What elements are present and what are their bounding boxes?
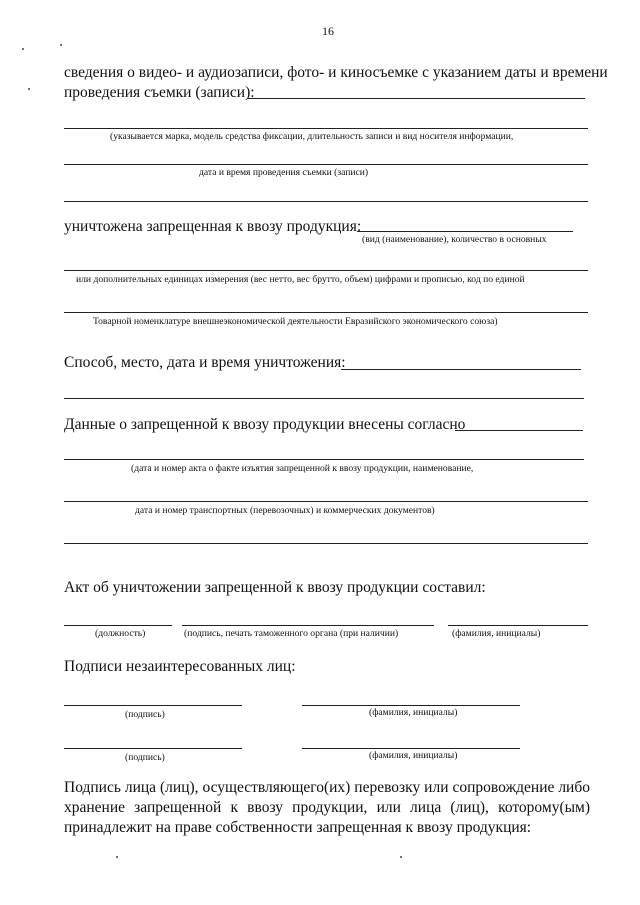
witness1-signature-line: [64, 705, 242, 706]
product-data-fill-line-4: [64, 543, 588, 544]
carrier-signature-paragraph: [64, 778, 590, 838]
scan-speck: [28, 88, 30, 90]
product-data-fill-line: [455, 430, 583, 431]
video-record-line2: проведения съемки (записи):: [64, 84, 255, 101]
video-record-fill-line-2: [64, 128, 588, 129]
scan-speck: [400, 856, 402, 858]
video-record-fill-line-3: [64, 164, 588, 165]
video-record-hint2: дата и время проведения съемки (записи): [199, 167, 369, 178]
carrier-signature-line2: хранение запрещенной к ввозу продукции, или лица (лиц), которому(ым): [64, 799, 590, 816]
destroyed-products-fill-line: [357, 231, 573, 232]
video-record-hint1: (указывается марка, модель средства фиксации, длительность записи и вид носителя информации,: [110, 131, 514, 142]
destroyed-products-hint1: (вид (наименование), количество в основных: [362, 234, 547, 245]
scan-speck: [22, 48, 24, 50]
signature-fill-line: [182, 625, 434, 626]
product-data-hint2: дата и номер транспортных (перевозочных) и коммерческих документов): [135, 505, 435, 516]
video-record-line1: сведения о видео- и аудиозаписи, фото- и киносъемке с указанием даты и времени: [64, 64, 608, 81]
destroyed-products-fill-line-3: [64, 312, 588, 313]
product-data-hint1: (дата и номер акта о факте изъятия запрещенной к ввозу продукции, наименование,: [131, 463, 474, 474]
witness1-signature-caption: (подпись): [125, 709, 165, 720]
destruction-method-fill-line: [341, 369, 581, 370]
fullname-fill-line: [448, 625, 588, 626]
video-record-fill-line-4: [64, 201, 588, 202]
destroyed-products-hint3: Товарной номенклатуре внешнеэкономической деятельности Евразийского экономического союза): [93, 316, 498, 327]
scan-speck: [116, 856, 118, 858]
position-caption: (должность): [95, 628, 146, 639]
destroyed-products-hint2: или дополнительных единицах измерения (вес нетто, вес брутто, объем) цифрами и прописью, код по единой: [76, 274, 525, 285]
destruction-method-fill-line-2: [64, 398, 584, 399]
product-data-fill-line-3: [64, 501, 588, 502]
signature-seal-caption: (подпись, печать таможенного органа (при наличии): [184, 628, 399, 639]
destruction-method-label: Способ, место, дата и время уничтожения:: [64, 354, 346, 371]
witness2-name-caption: (фамилия, инициалы): [369, 750, 458, 761]
position-fill-line: [64, 625, 172, 626]
witnesses-label: Подписи незаинтересованных лиц:: [64, 658, 296, 675]
witness1-name-caption: (фамилия, инициалы): [369, 707, 458, 718]
product-data-label: Данные о запрещенной к ввозу продукции внесены согласно: [64, 416, 466, 433]
video-record-fill-line: [248, 98, 585, 99]
carrier-signature-line3: принадлежит на праве собственности запрещенная к ввозу продукция:: [64, 819, 532, 836]
destroyed-products-fill-line-2: [64, 270, 588, 271]
witness1-name-line: [302, 705, 520, 706]
scan-speck: [60, 44, 62, 46]
product-data-fill-line-2: [64, 459, 584, 460]
carrier-signature-line1: Подпись лица (лиц), осуществляющего(их) перевозку или сопровождение либо: [64, 779, 590, 796]
witness2-signature-caption: (подпись): [125, 752, 165, 763]
destroyed-products-label: уничтожена запрещенная к ввозу продукция:: [64, 218, 362, 235]
page-number: 16: [322, 24, 334, 38]
witness2-signature-line: [64, 748, 242, 749]
witness2-name-line: [302, 748, 520, 749]
act-compiled-label: Акт об уничтожении запрещенной к ввозу продукции составил:: [64, 579, 486, 596]
fullname-caption: (фамилия, инициалы): [452, 628, 541, 639]
